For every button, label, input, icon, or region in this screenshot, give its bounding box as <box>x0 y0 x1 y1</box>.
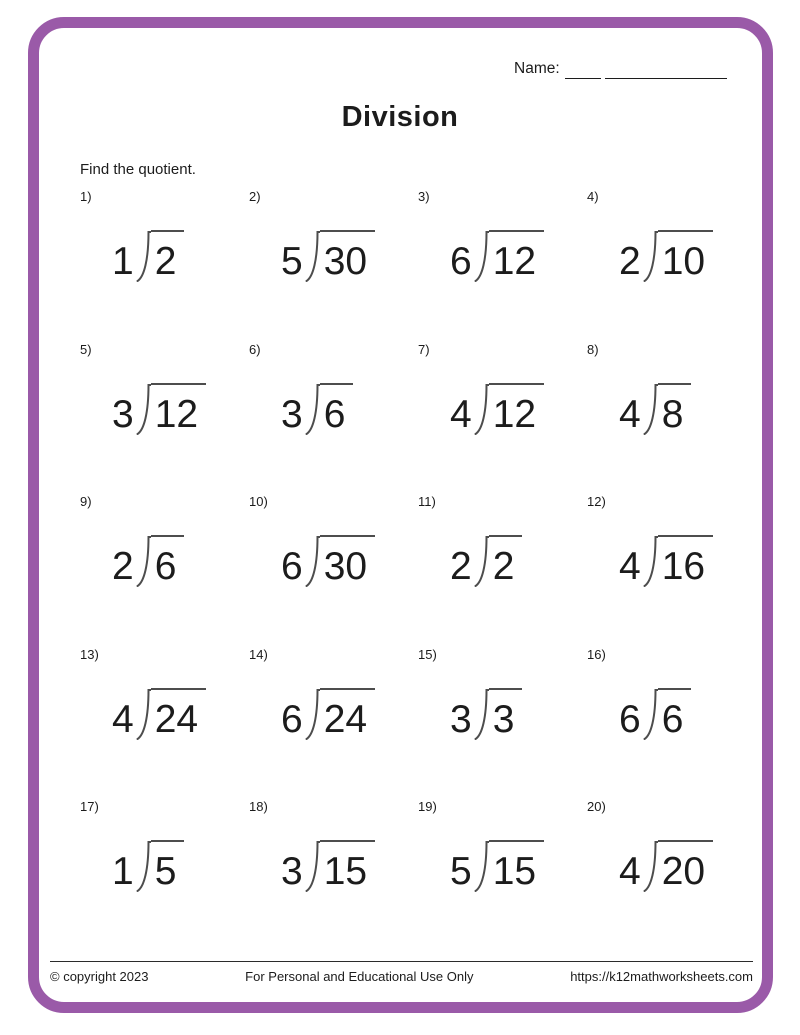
dividend-value: 20 <box>658 840 713 893</box>
dividend-value: 12 <box>489 383 544 436</box>
divisor-value: 5 <box>450 850 472 893</box>
divisor-value: 5 <box>281 240 303 283</box>
division-expression <box>281 383 353 436</box>
long-division-bracket-icon <box>642 383 658 436</box>
footer-divider <box>50 961 753 962</box>
page-title: Division <box>341 101 459 133</box>
problem-cell <box>587 189 756 342</box>
divisor-value: 6 <box>619 697 641 741</box>
problem-cell <box>249 189 418 342</box>
divisor-value: 3 <box>112 392 134 436</box>
divisor-value: 4 <box>619 850 641 893</box>
divisor-value: 3 <box>281 850 303 893</box>
divisor-value: 4 <box>112 697 134 741</box>
division-expression <box>112 230 184 283</box>
long-division-bracket-icon <box>642 688 658 741</box>
long-division-bracket-icon <box>642 535 658 588</box>
problem-number: 6) <box>249 341 261 357</box>
long-division-bracket-icon <box>304 383 320 436</box>
dividend-value: 6 <box>320 383 354 436</box>
division-expression <box>619 383 691 436</box>
division-expression <box>619 688 691 741</box>
problem-cell <box>418 342 587 495</box>
long-division-bracket-icon <box>473 535 489 588</box>
dividend-value: 12 <box>489 230 544 283</box>
dividend-value: 5 <box>151 840 185 893</box>
long-division-bracket-icon <box>304 535 320 588</box>
division-expression <box>281 230 375 283</box>
division-expression <box>450 688 522 741</box>
dividend-value: 10 <box>658 230 713 283</box>
division-expression <box>619 840 713 893</box>
problem-number: 5) <box>80 341 92 357</box>
division-expression <box>112 688 206 741</box>
divisor-value: 6 <box>281 545 303 588</box>
problem-number: 13) <box>80 646 99 662</box>
long-division-bracket-icon <box>642 230 658 283</box>
dividend-value: 30 <box>320 535 375 588</box>
problem-cell <box>587 647 756 800</box>
problem-number: 2) <box>249 189 261 204</box>
long-division-bracket-icon <box>642 840 658 893</box>
division-expression <box>619 230 713 283</box>
problem-cell <box>587 494 756 647</box>
name-blank-line <box>565 62 601 79</box>
divisor-value: 4 <box>619 545 641 588</box>
problem-number: 14) <box>249 646 268 662</box>
long-division-bracket-icon <box>473 383 489 436</box>
problem-cell <box>80 647 249 800</box>
long-division-bracket-icon <box>473 688 489 741</box>
problem-number: 9) <box>80 494 92 509</box>
dividend-value: 6 <box>151 535 185 588</box>
problem-cell <box>418 494 587 647</box>
problem-number: 8) <box>587 341 599 357</box>
instruction-text: Find the quotient. <box>80 161 196 178</box>
long-division-bracket-icon <box>473 840 489 893</box>
division-expression <box>450 230 544 283</box>
footer-url: https://k12mathworksheets.com <box>570 969 753 984</box>
division-expression <box>112 840 184 893</box>
division-expression <box>281 535 375 588</box>
problem-number: 18) <box>249 799 268 814</box>
problem-number: 11) <box>418 494 436 509</box>
dividend-value: 30 <box>320 230 375 283</box>
divisor-value: 1 <box>112 240 134 283</box>
long-division-bracket-icon <box>304 840 320 893</box>
long-division-bracket-icon <box>135 535 151 588</box>
divisor-value: 2 <box>112 545 134 588</box>
long-division-bracket-icon <box>135 688 151 741</box>
footer <box>50 969 753 984</box>
divisor-value: 2 <box>450 545 472 588</box>
problem-number: 15) <box>418 646 437 662</box>
dividend-value: 2 <box>489 535 523 588</box>
divisor-value: 1 <box>112 850 134 893</box>
name-label: Name: <box>514 60 560 77</box>
problem-cell <box>80 189 249 342</box>
division-expression <box>112 383 206 436</box>
dividend-value: 8 <box>658 383 692 436</box>
problem-cell <box>249 647 418 800</box>
problem-cell <box>249 799 418 952</box>
long-division-bracket-icon <box>304 230 320 283</box>
dividend-value: 16 <box>658 535 713 588</box>
divisor-value: 4 <box>619 392 641 436</box>
problem-cell <box>418 189 587 342</box>
problem-cell <box>418 799 587 952</box>
problem-cell <box>587 799 756 952</box>
problem-number: 12) <box>587 494 606 509</box>
long-division-bracket-icon <box>304 688 320 741</box>
division-expression <box>450 535 522 588</box>
dividend-value: 2 <box>151 230 185 283</box>
dividend-value: 15 <box>320 840 375 893</box>
division-expression <box>619 535 713 588</box>
problem-number: 3) <box>418 189 430 204</box>
division-expression <box>450 840 544 893</box>
division-expression <box>281 840 375 893</box>
problem-cell <box>249 342 418 495</box>
problem-number: 17) <box>80 799 99 814</box>
problem-number: 7) <box>418 341 430 357</box>
long-division-bracket-icon <box>135 383 151 436</box>
problem-number: 1) <box>80 189 92 204</box>
divisor-value: 6 <box>450 240 472 283</box>
problem-cell <box>80 342 249 495</box>
problem-cell <box>80 799 249 952</box>
problem-cell <box>418 647 587 800</box>
problem-number: 10) <box>249 494 268 509</box>
division-expression <box>450 383 544 436</box>
divisor-value: 3 <box>450 697 472 741</box>
long-division-bracket-icon <box>473 230 489 283</box>
divisor-value: 3 <box>281 392 303 436</box>
dividend-value: 12 <box>151 383 206 436</box>
dividend-value: 15 <box>489 840 544 893</box>
division-expression <box>112 535 184 588</box>
problem-number: 19) <box>418 799 437 814</box>
problem-number: 16) <box>587 646 606 662</box>
name-blank-line <box>605 62 727 79</box>
long-division-bracket-icon <box>135 230 151 283</box>
division-expression <box>281 688 375 741</box>
long-division-bracket-icon <box>135 840 151 893</box>
divisor-value: 2 <box>619 240 641 283</box>
name-row <box>514 60 727 79</box>
divisor-value: 4 <box>450 392 472 436</box>
problem-cell <box>80 494 249 647</box>
dividend-value: 6 <box>658 688 692 741</box>
problems-grid <box>80 189 756 952</box>
problem-number: 20) <box>587 799 606 814</box>
problem-number: 4) <box>587 189 599 204</box>
footer-usage: For Personal and Educational Use Only <box>245 969 474 984</box>
footer-copyright: © copyright 2023 <box>50 969 149 984</box>
divisor-value: 6 <box>281 697 303 741</box>
dividend-value: 24 <box>320 688 375 741</box>
problem-cell <box>587 342 756 495</box>
problem-cell <box>249 494 418 647</box>
dividend-value: 24 <box>151 688 206 741</box>
dividend-value: 3 <box>489 688 523 741</box>
